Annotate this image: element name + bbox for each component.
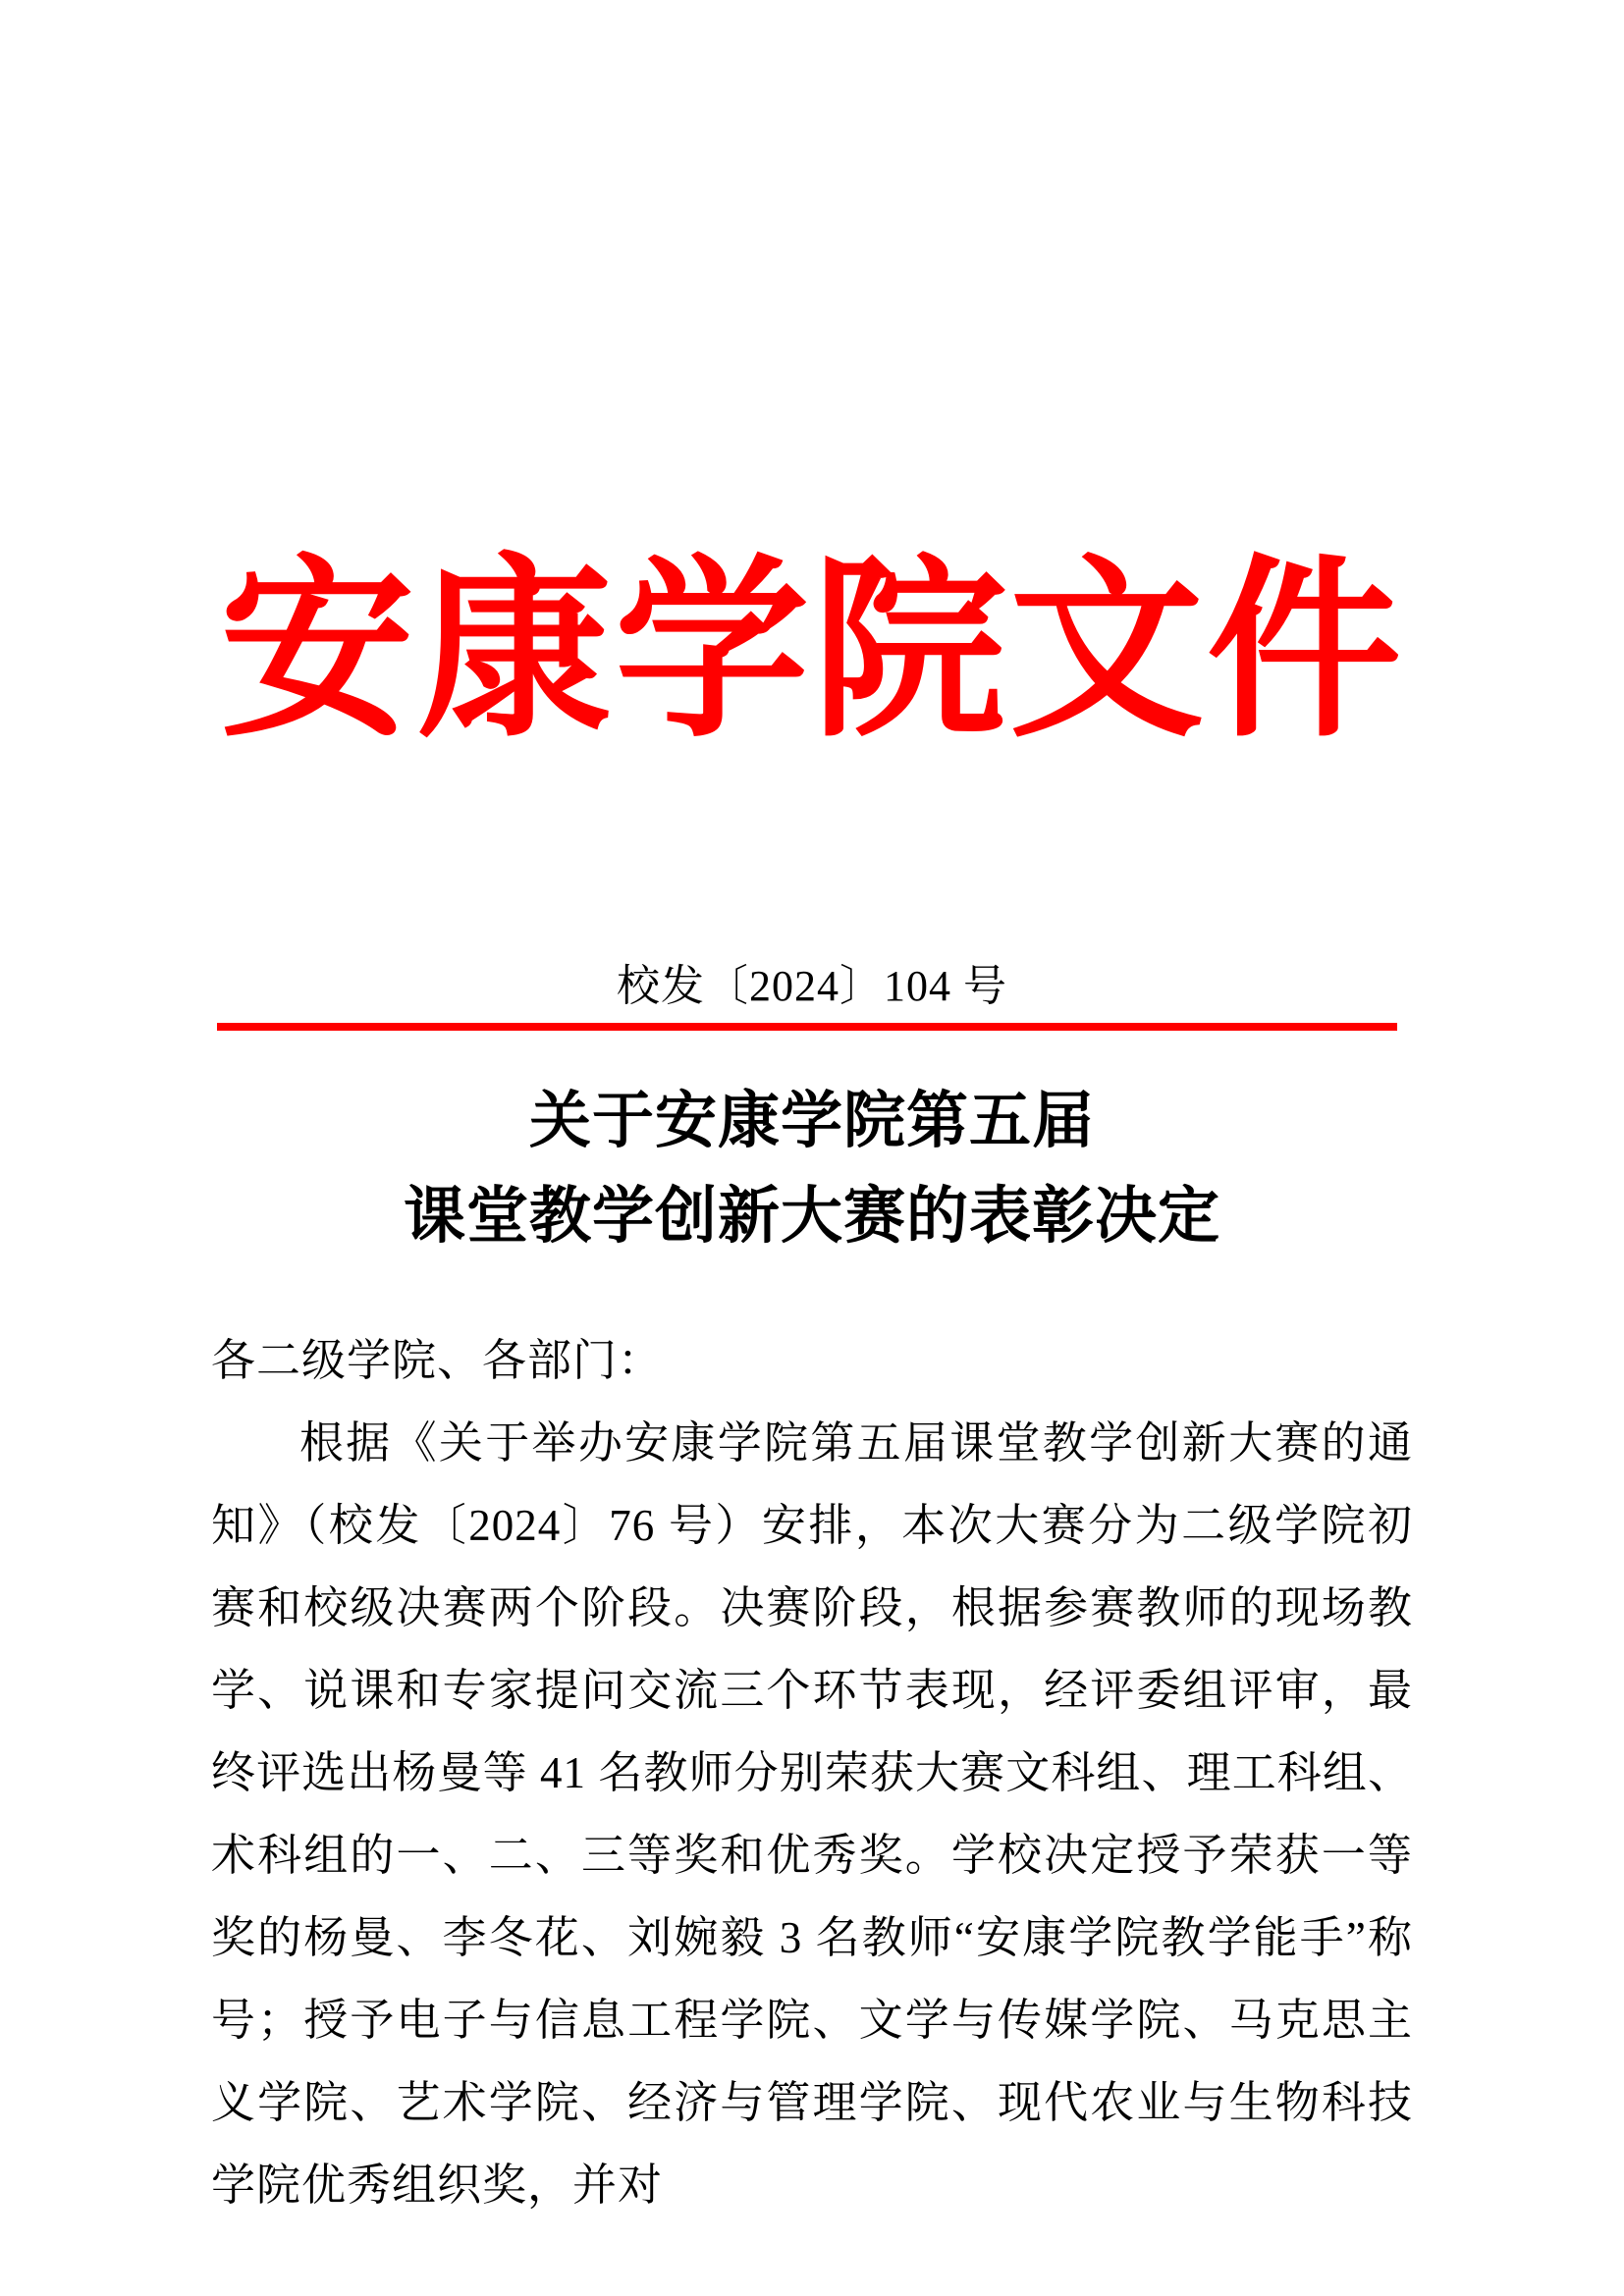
document-title-line1: 关于安康学院第五届 — [529, 1087, 1095, 1155]
document-body — [211, 1319, 1413, 2226]
body-paragraph: 根据《关于举办安康学院第五届课堂教学创新大赛的通知》（校发〔2024〕76 号）安排，本次大赛分为二级学院初赛和校级决赛两个阶段。决赛阶段，根据参赛教师的现场教学、说课和专家提问交流三个环节表现，经评委组评审，最终评选出杨曼等 41 名教师分别荣获大赛文科组、理工科组、术科组的一、二、三等奖和优秀奖。学校决定授予荣获一等奖的杨曼、李冬花、刘婉毅 3 名教师“安康学院教学能手”称号；授予电子与信息工程学院、文学与传媒学院、马克思主义学院、艺术学院、经济与管理学院、现代农业与生物科技学院优秀组织奖，并对 — [211, 1418, 1413, 2210]
document-title-line2: 课堂教学创新大赛的表彰决定 — [404, 1182, 1220, 1251]
letterhead-title: 安康学院文件 — [220, 545, 1404, 760]
salutation: 各二级学院、各部门： — [211, 1336, 664, 1385]
document-number: 校发〔2024〕104 号 — [617, 962, 1007, 1010]
document-title — [0, 1074, 1624, 1264]
red-divider-line — [217, 1023, 1397, 1031]
